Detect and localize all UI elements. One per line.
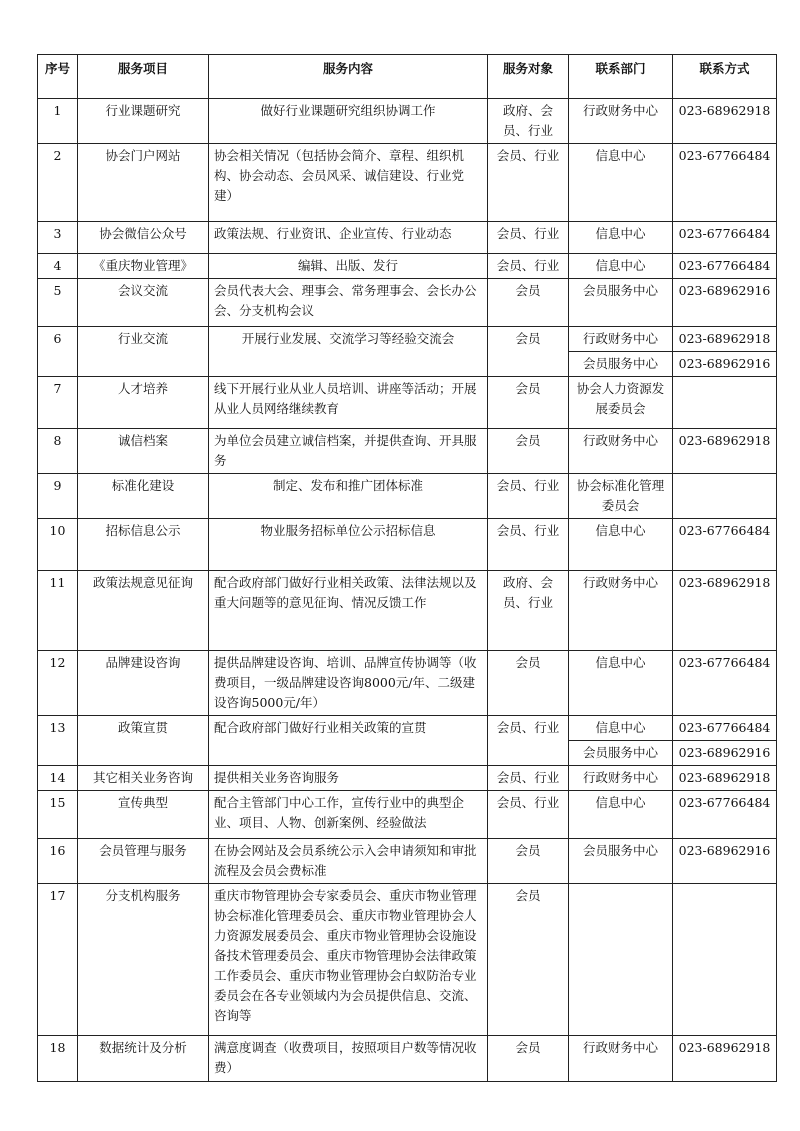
contact-phone [673, 474, 777, 519]
row-number: 15 [38, 791, 78, 839]
service-content: 政策法规、行业资讯、企业宣传、行业动态 [209, 222, 488, 254]
contact-phone: 023-68962918 [673, 1036, 777, 1082]
table-row [38, 1036, 777, 1082]
service-target: 会员 [488, 429, 569, 474]
row-number: 13 [38, 716, 78, 766]
contact-dept: 信息中心 [569, 144, 673, 222]
service-item: 宣传典型 [78, 791, 209, 839]
contact-dept: 信息中心 [569, 791, 673, 839]
contact-dept: 信息中心 [569, 651, 673, 716]
service-target: 会员、行业 [488, 222, 569, 254]
contact-dept: 行政财务中心 [569, 327, 673, 352]
contact-phone [673, 884, 777, 1036]
contact-dept: 信息中心 [569, 519, 673, 571]
service-content: 重庆市物管理协会专家委员会、重庆市物业管理协会标准化管理委员会、重庆市物业管理协会人力资源发展委员会、重庆市物业管理协会设施设备技术管理委员会、重庆市物管理协会法律政策工作委员会、重庆市物业管理协会白蚁防治专业委员会在各专业领域内为会员提供信息、交流、咨询等 [209, 884, 488, 1036]
service-target: 政府、会员、行业 [488, 99, 569, 144]
contact-dept: 行政财务中心 [569, 99, 673, 144]
contact-phone: 023-68962918 [673, 99, 777, 144]
contact-phone: 023-67766484 [673, 519, 777, 571]
service-item: 行业交流 [78, 327, 209, 377]
contact-phone: 023-68962916 [673, 279, 777, 327]
contact-phone: 023-68962918 [673, 571, 777, 651]
service-target: 会员、行业 [488, 254, 569, 279]
contact-phone: 023-68962918 [673, 766, 777, 791]
service-item: 分支机构服务 [78, 884, 209, 1036]
service-item: 人才培养 [78, 377, 209, 429]
service-content: 会员代表大会、理事会、常务理事会、会长办公会、分支机构会议 [209, 279, 488, 327]
table-row [38, 571, 777, 651]
service-target: 会员 [488, 884, 569, 1036]
service-target: 会员、行业 [488, 716, 569, 766]
service-item: 《重庆物业管理》 [78, 254, 209, 279]
service-item: 其它相关业务咨询 [78, 766, 209, 791]
table-row [38, 377, 777, 429]
table-row [38, 791, 777, 839]
row-number: 12 [38, 651, 78, 716]
header-row [38, 55, 777, 99]
table-row [38, 144, 777, 222]
row-number: 5 [38, 279, 78, 327]
row-number: 2 [38, 144, 78, 222]
contact-dept: 会员服务中心 [569, 352, 673, 377]
contact-phone: 023-67766484 [673, 791, 777, 839]
service-item: 政策法规意见征询 [78, 571, 209, 651]
contact-phone: 023-67766484 [673, 716, 777, 741]
row-number: 16 [38, 839, 78, 884]
row-number: 8 [38, 429, 78, 474]
contact-dept: 行政财务中心 [569, 1036, 673, 1082]
row-number: 10 [38, 519, 78, 571]
row-number: 3 [38, 222, 78, 254]
contact-dept [569, 884, 673, 1036]
table-row [38, 279, 777, 327]
service-target: 政府、会员、行业 [488, 571, 569, 651]
table-row [38, 716, 777, 741]
table-row [38, 519, 777, 571]
service-target: 会员、行业 [488, 474, 569, 519]
contact-dept: 会员服务中心 [569, 279, 673, 327]
contact-dept: 信息中心 [569, 222, 673, 254]
service-item: 招标信息公示 [78, 519, 209, 571]
service-target: 会员 [488, 651, 569, 716]
contact-phone: 023-67766484 [673, 222, 777, 254]
service-item: 品牌建设咨询 [78, 651, 209, 716]
service-item: 协会微信公众号 [78, 222, 209, 254]
service-target: 会员、行业 [488, 791, 569, 839]
row-number: 9 [38, 474, 78, 519]
table-row [38, 99, 777, 144]
service-item: 行业课题研究 [78, 99, 209, 144]
row-number: 18 [38, 1036, 78, 1082]
service-content: 配合政府部门做好行业相关政策的宣贯 [209, 716, 488, 766]
contact-dept: 会员服务中心 [569, 839, 673, 884]
service-content: 线下开展行业从业人员培训、讲座等活动；开展从业人员网络继续教育 [209, 377, 488, 429]
service-content: 制定、发布和推广团体标准 [209, 474, 488, 519]
table-row [38, 474, 777, 519]
service-item: 会议交流 [78, 279, 209, 327]
table-row [38, 327, 777, 352]
service-target: 会员、行业 [488, 144, 569, 222]
contact-phone: 023-67766484 [673, 651, 777, 716]
row-number: 11 [38, 571, 78, 651]
row-number: 17 [38, 884, 78, 1036]
service-content: 做好行业课题研究组织协调工作 [209, 99, 488, 144]
header-target: 服务对象 [488, 55, 569, 99]
service-table [37, 54, 777, 1082]
service-target: 会员 [488, 1036, 569, 1082]
row-number: 1 [38, 99, 78, 144]
service-target: 会员 [488, 327, 569, 377]
contact-phone: 023-68962916 [673, 741, 777, 766]
service-target: 会员、行业 [488, 766, 569, 791]
service-content: 提供品牌建设咨询、培训、品牌宣传协调等（收费项目，一级品牌建设咨询8000元/年、二级建设咨询5000元/年） [209, 651, 488, 716]
contact-dept: 行政财务中心 [569, 429, 673, 474]
table-row [38, 884, 777, 1036]
contact-dept: 行政财务中心 [569, 571, 673, 651]
table-row [38, 651, 777, 716]
contact-phone: 023-68962918 [673, 327, 777, 352]
service-item: 诚信档案 [78, 429, 209, 474]
service-content: 提供相关业务咨询服务 [209, 766, 488, 791]
contact-dept: 信息中心 [569, 716, 673, 741]
table-row [38, 222, 777, 254]
row-number: 7 [38, 377, 78, 429]
contact-phone: 023-68962918 [673, 429, 777, 474]
contact-phone: 023-68962916 [673, 352, 777, 377]
service-content: 编辑、出版、发行 [209, 254, 488, 279]
table-row [38, 766, 777, 791]
header-content: 服务内容 [209, 55, 488, 99]
contact-dept: 协会标准化管理委员会 [569, 474, 673, 519]
service-target: 会员、行业 [488, 519, 569, 571]
service-content: 配合政府部门做好行业相关政策、法律法规以及重大问题等的意见征询、情况反馈工作 [209, 571, 488, 651]
contact-phone [673, 377, 777, 429]
contact-dept: 行政财务中心 [569, 766, 673, 791]
header-dept: 联系部门 [569, 55, 673, 99]
service-item: 政策宣贯 [78, 716, 209, 766]
service-item: 标准化建设 [78, 474, 209, 519]
service-item: 会员管理与服务 [78, 839, 209, 884]
row-number: 14 [38, 766, 78, 791]
header-no: 序号 [38, 55, 78, 99]
service-content: 开展行业发展、交流学习等经验交流会 [209, 327, 488, 377]
table-row [38, 254, 777, 279]
service-content: 物业服务招标单位公示招标信息 [209, 519, 488, 571]
contact-phone: 023-67766484 [673, 254, 777, 279]
contact-phone: 023-67766484 [673, 144, 777, 222]
service-content: 协会相关情况（包括协会简介、章程、组织机构、协会动态、会员风采、诚信建设、行业党建） [209, 144, 488, 222]
contact-dept: 协会人力资源发展委员会 [569, 377, 673, 429]
table-row [38, 839, 777, 884]
service-content: 在协会网站及会员系统公示入会申请须知和审批流程及会员会费标准 [209, 839, 488, 884]
service-item: 协会门户网站 [78, 144, 209, 222]
service-content: 配合主管部门中心工作，宣传行业中的典型企业、项目、人物、创新案例、经验做法 [209, 791, 488, 839]
service-content: 满意度调查（收费项目，按照项目户数等情况收费） [209, 1036, 488, 1082]
service-content: 为单位会员建立诚信档案，并提供查询、开具服务 [209, 429, 488, 474]
header-phone: 联系方式 [673, 55, 777, 99]
service-item: 数据统计及分析 [78, 1036, 209, 1082]
contact-dept: 信息中心 [569, 254, 673, 279]
row-number: 6 [38, 327, 78, 377]
row-number: 4 [38, 254, 78, 279]
contact-phone: 023-68962916 [673, 839, 777, 884]
table-row [38, 429, 777, 474]
service-target: 会员 [488, 279, 569, 327]
contact-dept: 会员服务中心 [569, 741, 673, 766]
service-target: 会员 [488, 839, 569, 884]
header-item: 服务项目 [78, 55, 209, 99]
service-target: 会员 [488, 377, 569, 429]
